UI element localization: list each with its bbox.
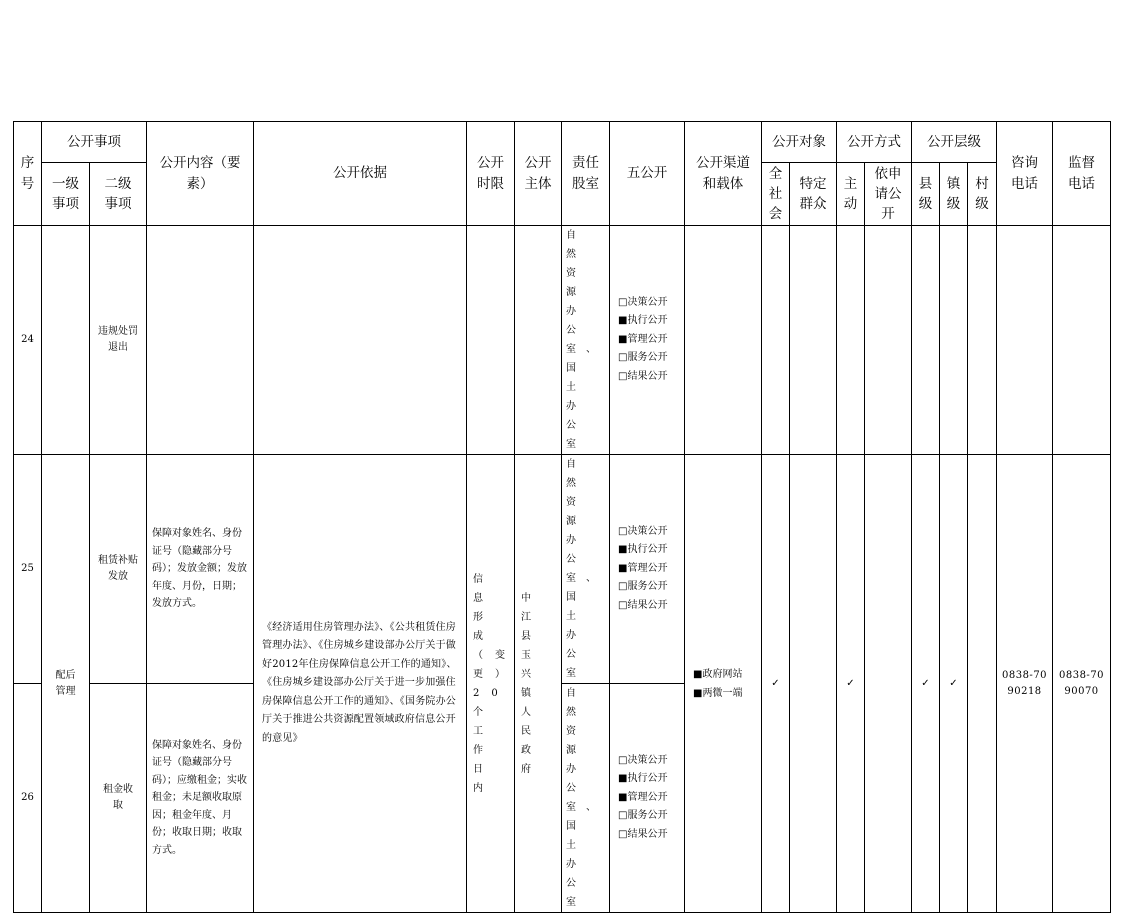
five-item-management: ■管理公开	[618, 791, 668, 803]
header-level2: 二级事项	[90, 163, 147, 226]
row-five	[610, 455, 685, 684]
merged-level-town: ✓	[940, 455, 968, 913]
five-item-service: □服务公开	[618, 352, 668, 364]
merged-level-village-empty	[968, 455, 997, 913]
row-content-empty	[147, 226, 254, 455]
header-items-group: 公开事项	[42, 122, 147, 163]
row-dept: 自然资源办公室、国土办公室	[562, 455, 610, 684]
header-subject: 公开主体	[515, 122, 562, 226]
five-item-management: ■管理公开	[618, 333, 668, 345]
row-seq: 24	[14, 226, 42, 455]
merged-level1: 配后管理	[42, 455, 90, 913]
row-basis-empty	[254, 226, 467, 455]
header-mode-request: 依申请公开	[865, 163, 912, 226]
merged-audience-specific-empty	[790, 455, 837, 913]
header-supervise: 监督电话	[1053, 122, 1111, 226]
five-item-decision: □决策公开	[618, 525, 668, 537]
row-mode-request-empty	[865, 226, 912, 455]
five-item-decision: □决策公开	[618, 754, 668, 766]
header-audience-group: 公开对象	[762, 122, 837, 163]
row-level-county-empty	[912, 226, 940, 455]
row-time-empty	[467, 226, 515, 455]
row-content: 保障对象姓名、身份证号（隐藏部分号码）；应缴租金；实收租金；未足额收取原因；租金年度、月份；收取日期；收取方式。	[147, 684, 254, 913]
row-level1-empty	[42, 226, 90, 455]
merged-audience-all: ✓	[762, 455, 790, 913]
row-level-village-empty	[968, 226, 997, 455]
header-seq: 序号	[14, 122, 42, 226]
table-row	[14, 455, 1111, 684]
header-basis: 公开依据	[254, 122, 467, 226]
row-subject-empty	[515, 226, 562, 455]
merged-time-limit: 信息形成（变更）20个工作日内	[467, 455, 515, 913]
merged-mode-active: ✓	[837, 455, 865, 913]
header-channel: 公开渠道和载体	[685, 122, 762, 226]
header-level-county: 县级	[912, 163, 940, 226]
five-item-decision: □决策公开	[618, 296, 668, 308]
five-item-service: □服务公开	[618, 810, 668, 822]
row-seq: 26	[14, 684, 42, 913]
row-seq: 25	[14, 455, 42, 684]
row-content: 保障对象姓名、身份证号（隐藏部分号码）；发放金额；发放年度、月份，日期；发放方式。	[147, 455, 254, 684]
five-item-execution: ■执行公开	[618, 544, 668, 556]
header-audience-specific: 特定群众	[790, 163, 837, 226]
row-dept: 自然资源办公室、国土办公室	[562, 226, 610, 455]
five-item-execution: ■执行公开	[618, 773, 668, 785]
header-level-village: 村级	[968, 163, 997, 226]
table-row	[14, 226, 1111, 455]
header-content: 公开内容（要素）	[147, 122, 254, 226]
five-item-management: ■管理公开	[618, 562, 668, 574]
row-channel-empty	[685, 226, 762, 455]
row-level2: 租金收取	[90, 684, 147, 913]
row-consult-empty	[997, 226, 1053, 455]
merged-level-county: ✓	[912, 455, 940, 913]
row-five	[610, 684, 685, 913]
header-dept: 责任股室	[562, 122, 610, 226]
header-mode-active: 主动	[837, 163, 865, 226]
header-mode-group: 公开方式	[837, 122, 912, 163]
row-five	[610, 226, 685, 455]
five-item-result: □结果公开	[618, 370, 668, 382]
five-item-result: □结果公开	[618, 828, 668, 840]
header-level1: 一级事项	[42, 163, 90, 226]
merged-channel	[685, 455, 762, 913]
merged-supervise-phone: 0838-7090070	[1053, 455, 1111, 913]
channel-website: ■政府网站	[693, 668, 743, 680]
header-consult: 咨询电话	[997, 122, 1053, 226]
header-row-1	[14, 122, 1111, 163]
header-level-group: 公开层级	[912, 122, 997, 163]
row-level2: 违规处罚退出	[90, 226, 147, 455]
header-five: 五公开	[610, 122, 685, 226]
merged-consult-phone: 0838-7090218	[997, 455, 1053, 913]
channel-two-micro-one-end: ■两微一端	[693, 687, 743, 699]
row-mode-active-empty	[837, 226, 865, 455]
five-item-execution: ■执行公开	[618, 315, 668, 327]
merged-subject: 中江县玉兴镇人民政府	[515, 455, 562, 913]
header-time-limit: 公开时限	[467, 122, 515, 226]
row-audience-specific-empty	[790, 226, 837, 455]
row-audience-all-empty	[762, 226, 790, 455]
row-level-town-empty	[940, 226, 968, 455]
header-audience-all: 全社会	[762, 163, 790, 226]
header-level-town: 镇级	[940, 163, 968, 226]
merged-mode-request-empty	[865, 455, 912, 913]
row-supervise-empty	[1053, 226, 1111, 455]
row-level2: 租赁补贴发放	[90, 455, 147, 684]
disclosure-table	[13, 121, 1111, 913]
merged-basis: 《经济适用住房管理办法》、《公共租赁住房管理办法》、《住房城乡建设部办公厅关于做好2012年住房保障信息公开工作的通知》、《住房城乡建设部办公厅关于进一步加强住房保障信息公开工作的通知》、《国务院办公厅关于推进公共资源配置领域政府信息公开的意见》	[254, 455, 467, 913]
five-item-service: □服务公开	[618, 581, 668, 593]
row-dept: 自然资源办公室、国土办公室	[562, 684, 610, 913]
five-item-result: □结果公开	[618, 599, 668, 611]
